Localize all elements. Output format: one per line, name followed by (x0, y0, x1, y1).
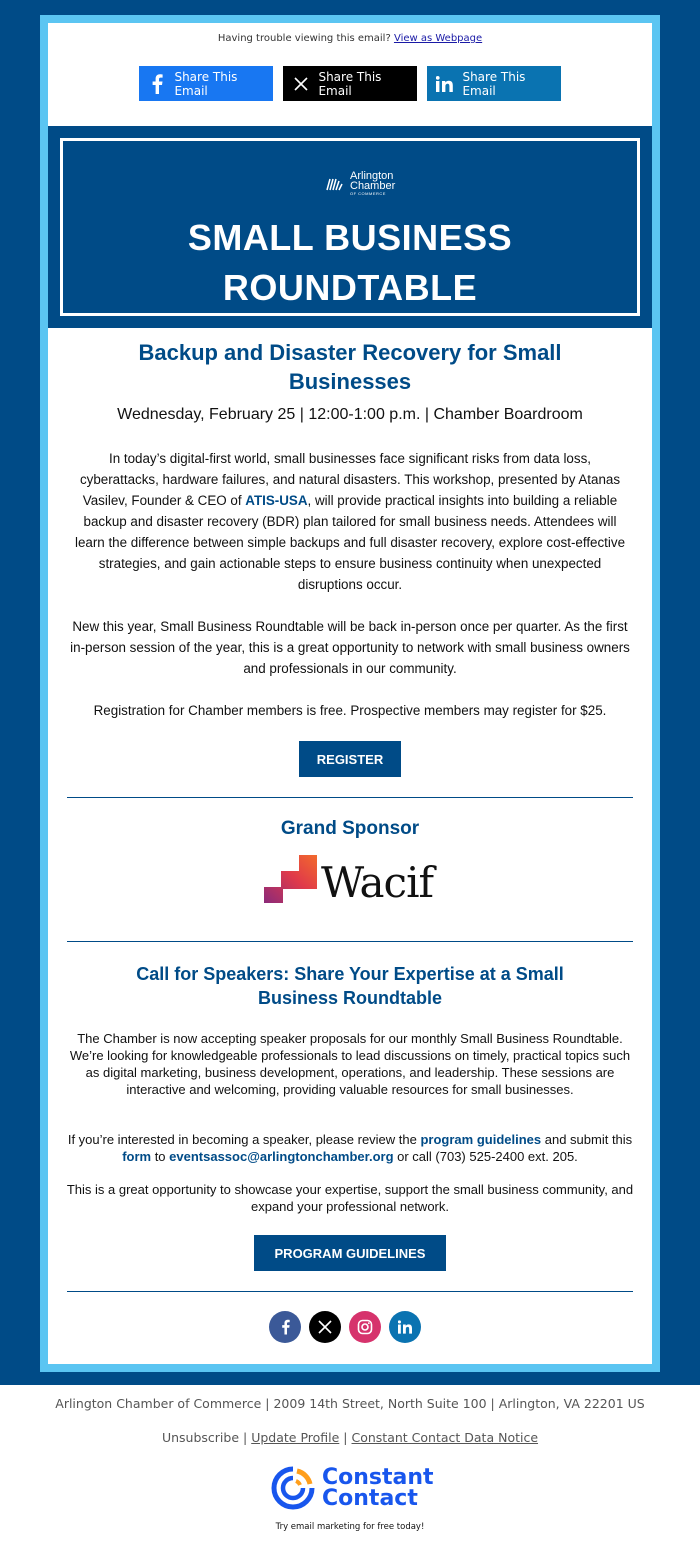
update-profile-link[interactable]: Update Profile (251, 1430, 340, 1445)
event-banner (48, 126, 652, 328)
footer-separator: | (239, 1430, 252, 1445)
share-facebook-button[interactable] (139, 66, 273, 101)
x-social-link[interactable] (309, 1311, 341, 1343)
view-as-webpage-link[interactable]: View as Webpage (393, 33, 483, 44)
social-icons (269, 1311, 421, 1343)
trouble-viewing-bar (48, 33, 652, 44)
cc-line-2: Contact (322, 1486, 418, 1511)
chamber-logo-icon (326, 176, 346, 192)
form-link[interactable]: form (122, 1149, 152, 1164)
share-linkedin-label: Share This Email (462, 69, 526, 98)
facebook-icon (281, 1319, 290, 1335)
trouble-text: Having trouble viewing this email? (217, 33, 391, 44)
footer-links (0, 1430, 700, 1445)
speakers-paragraph-2 (66, 1131, 634, 1165)
share-facebook-label: Share This Email (174, 69, 238, 98)
footer-address: Arlington Chamber of Commerce | 2009 14th Street, North Suite 100 | Arlington, VA 22201 US (55, 1396, 645, 1411)
program-guidelines-button[interactable]: PROGRAM GUIDELINES (254, 1235, 446, 1271)
wacif-wordmark: Wacif (321, 858, 434, 907)
banner-title-line-1: SMALL BUSINESS (187, 217, 513, 258)
call-for-speakers-title: Call for Speakers: Share Your Expertise at a Small Business Roundtable (136, 964, 564, 1008)
x-icon (318, 1320, 332, 1334)
register-button[interactable]: REGISTER (299, 741, 401, 777)
speakers-text-1: If you’re interested in becoming a speaker, please review the (67, 1132, 421, 1147)
share-buttons (139, 66, 561, 101)
constant-contact-icon (270, 1465, 316, 1511)
speakers-text-2: and submit this (541, 1132, 633, 1147)
cc-line-1: Constant (322, 1465, 434, 1490)
program-guidelines-link[interactable]: program guidelines (420, 1132, 542, 1147)
instagram-icon (357, 1319, 373, 1335)
x-icon (283, 77, 318, 91)
event-description-text-1: In today’s digital-first world, small businesses face significant risks from data loss, cyberattacks, hardware failures, and natural disasters. This workshop, presented by Atanas Vasilev, Founder & CEO of (79, 451, 621, 508)
atis-usa-link[interactable]: ATIS-USA (245, 493, 308, 508)
wacif-logo-mark (263, 853, 319, 905)
facebook-social-link[interactable] (269, 1311, 301, 1343)
email-card (48, 23, 652, 1364)
event-description-text-2: , will provide practical insights into building a reliable backup and disaster recovery (BDR) plan tailored for small business needs. Attendees will learn the difference between simple backups and full disaster recovery, explore cost-effective strategies, and gain actionable steps to ensure business continuity when unexpected disruptions occur. (74, 493, 626, 592)
sponsor-heading: Grand Sponsor (280, 818, 420, 839)
speakers-paragraph-3: This is a great opportunity to showcase your expertise, support the small business community, and expand your professional network. (66, 1182, 634, 1214)
banner-border-box (60, 138, 640, 316)
registration-paragraph: Registration for Chamber members is free. Prospective members may register for $25. (93, 703, 607, 718)
event-description (68, 448, 632, 595)
linkedin-social-link[interactable] (389, 1311, 421, 1343)
instagram-social-link[interactable] (349, 1311, 381, 1343)
facebook-icon (139, 74, 174, 94)
share-x-button[interactable] (283, 66, 417, 101)
constant-contact-tagline: Try email marketing for free today! (275, 1522, 425, 1532)
share-linkedin-button[interactable] (427, 66, 561, 101)
constant-contact-logo[interactable] (270, 1465, 434, 1511)
share-x-label: Share This Email (318, 69, 382, 98)
footer-separator: | (339, 1430, 352, 1445)
unsubscribe-link[interactable]: Unsubscribe (161, 1430, 240, 1445)
event-title: Backup and Disaster Recovery for Small Businesses (138, 340, 562, 394)
banner-title (63, 213, 637, 313)
data-notice-link[interactable]: Constant Contact Data Notice (351, 1430, 539, 1445)
logo-line-1: Arlington (350, 170, 394, 182)
email-link[interactable]: eventsassoc@arlingtonchamber.org (169, 1149, 394, 1164)
logo-line-2: Chamber (350, 180, 396, 192)
speakers-paragraph-1: The Chamber is now accepting speaker proposals for our monthly Small Business Roundtable. We’re looking for knowledgeable professionals to lead discussions on timely, practical topics such as digital marketing, business development, operations, and leadership. These sessions are interactive and welcoming, providing valuable resources for small businesses. (69, 1031, 631, 1097)
divider (67, 941, 633, 942)
linkedin-icon (427, 76, 462, 92)
divider (67, 1291, 633, 1292)
divider (67, 797, 633, 798)
logo-line-3: OF COMMERCE (350, 191, 386, 196)
linkedin-icon (398, 1320, 413, 1334)
event-date-time-location: Wednesday, February 25 | 12:00-1:00 p.m. | Chamber Boardroom (117, 406, 583, 423)
chamber-logo (326, 171, 395, 196)
speakers-text-3: to (151, 1149, 170, 1164)
wacif-logo[interactable] (263, 853, 433, 905)
banner-title-line-2: ROUNDTABLE (222, 267, 478, 308)
speakers-text-4: or call (703) 525-2400 ext. 205. (393, 1149, 578, 1164)
in-person-paragraph: New this year, Small Business Roundtable will be back in-person once per quarter. As the first in-person session of the year, this is a great opportunity to network with small business owners and professionals in our community. (70, 619, 630, 676)
